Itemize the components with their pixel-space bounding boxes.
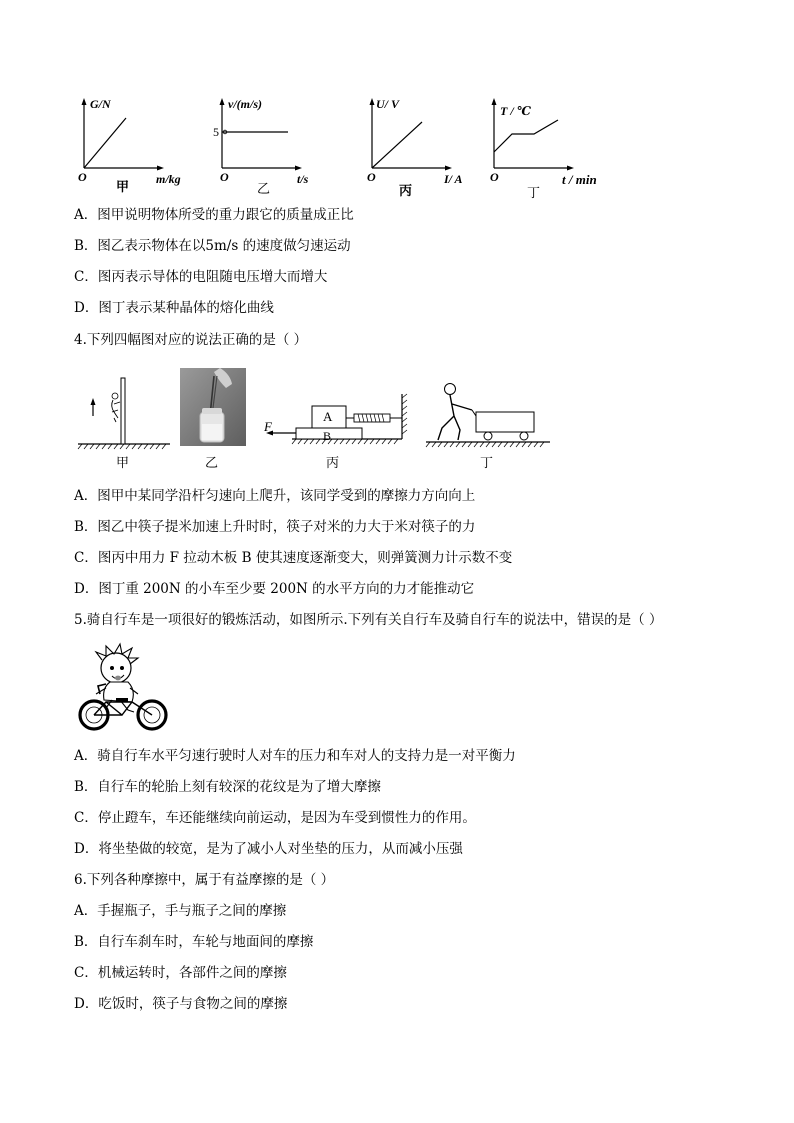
fig-bing-blocks	[262, 392, 410, 448]
graph-jia-y-label: G/N	[90, 97, 111, 111]
q6-stem: 6.下列各种摩擦中，属于有益摩擦的是（ ）	[74, 872, 335, 888]
q3-option-d: D．图丁表示某种晶体的熔化曲线	[74, 300, 274, 316]
graph-yi-caption: 乙	[257, 182, 271, 197]
q6-option-b: B．自行车刹车时，车轮与地面间的摩擦	[74, 934, 314, 950]
graph-jia-origin: O	[78, 170, 87, 184]
graph-bing-origin: O	[367, 170, 376, 184]
graph-ding-x-label: t / min	[562, 172, 597, 187]
graph-yi-y-tick: 5	[213, 125, 219, 139]
force-f-label: F	[264, 419, 272, 434]
q6-option-a: A．手握瓶子，手与瓶子之间的摩擦	[74, 903, 287, 919]
q5-option-a: A．骑自行车水平匀速行驶时人对车的压力和车对人的支持力是一对平衡力	[74, 748, 516, 764]
block-b-label: B	[323, 429, 332, 443]
fig-ding-cart	[424, 378, 554, 450]
graph-bing-y-label: U/ V	[376, 97, 400, 111]
q6-option-c: C．机械运转时，各部件之间的摩擦	[74, 965, 287, 981]
graph-yi-origin: O	[220, 170, 229, 184]
q4-stem: 4.下列四幅图对应的说法正确的是（ ）	[74, 332, 308, 348]
fig-yi-caption: 乙	[205, 456, 219, 471]
graph-ding-origin: O	[490, 170, 499, 184]
q3-option-c: C．图丙表示导体的电阻随电压增大而增大	[74, 269, 328, 285]
fig-jia-climbing	[78, 374, 174, 450]
q5-option-d: D．将坐垫做的较宽，是为了减小人对坐垫的压力，从而减小压强	[74, 841, 463, 857]
fig-yi-chopsticks-photo	[180, 368, 246, 446]
q6-option-d: D．吃饭时，筷子与食物之间的摩擦	[74, 996, 288, 1012]
block-a-label: A	[323, 409, 333, 424]
graph-jia-x-label: m/kg	[156, 172, 181, 186]
q5-option-c: C．停止蹬车，车还能继续向前运动，是因为车受到惯性力的作用。	[74, 810, 476, 826]
q3-option-b: B．图乙表示物体在以5m/s 的速度做匀速运动	[74, 238, 351, 254]
q3-option-a: A．图甲说明物体所受的重力跟它的质量成正比	[74, 207, 354, 223]
fig-bing-caption: 丙	[326, 456, 340, 471]
graph-bing-caption: 丙	[399, 184, 413, 199]
fig-jia-caption: 甲	[116, 456, 130, 471]
q4-option-c: C．图丙中用力 F 拉动木板 B 使其速度逐渐变大，则弹簧测力计示数不变	[74, 550, 513, 566]
graph-yi-y-label: v/(m/s)	[228, 97, 262, 111]
q4-option-d: D．图丁重 200N 的小车至少要 200N 的水平方向的力才能推动它	[74, 581, 475, 597]
graph-ding-caption: 丁	[527, 186, 541, 201]
fig-ding-caption: 丁	[480, 456, 494, 471]
q5-stem: 5.骑自行车是一项很好的锻炼活动，如图所示.下列有关自行车及骑自行车的说法中，错误的是（ ）	[74, 612, 663, 628]
q4-option-a: A．图甲中某同学沿杆匀速向上爬升，该同学受到的摩擦力方向向上	[74, 488, 476, 504]
graph-ding-y-label: T / ℃	[500, 104, 532, 118]
q5-option-b: B．自行车的轮胎上刻有较深的花纹是为了增大摩擦	[74, 779, 381, 795]
graph-yi-x-label: t/s	[297, 172, 309, 186]
graph-jia-caption: 甲	[116, 180, 130, 195]
q4-option-b: B．图乙中筷子提米加速上升时时，筷子对米的力大于米对筷子的力	[74, 519, 476, 535]
fig-child-bicycle	[76, 642, 172, 734]
graph-bing-x-label: I/ A	[444, 172, 463, 186]
